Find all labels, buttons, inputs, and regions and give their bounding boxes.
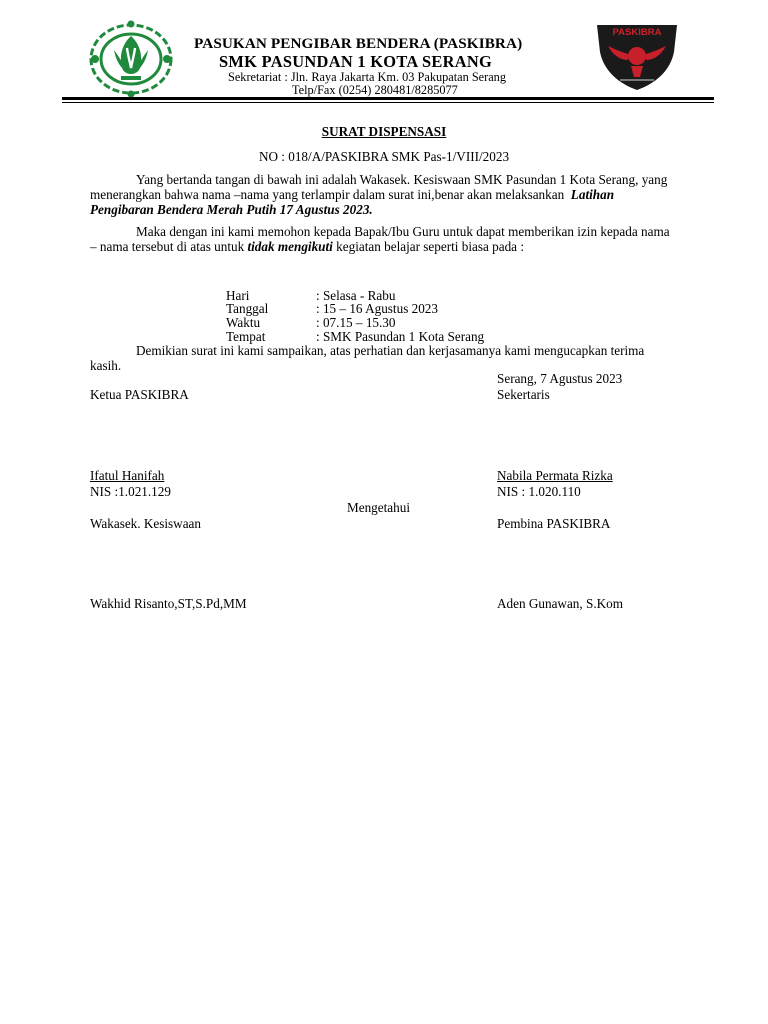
paragraph-request-text: Maka dengan ini kami memohon kepada Bapak/Ibu Guru untuk dapat memberikan izin kepada nama – nama tersebut di atas untuk	[90, 224, 670, 254]
address-line: Sekretariat : Jln. Raya Jakarta Km. 03 Pakupatan Serang	[228, 70, 506, 84]
organization-name: PASUKAN PENGIBAR BENDERA (PASKIBRA)	[194, 35, 523, 52]
paragraph-intro	[90, 172, 674, 217]
letter-number: NO : 018/A/PASKIBRA SMK Pas-1/VIII/2023	[258, 149, 510, 164]
paragraph-closing-text: Demikian surat ini kami sampaikan, atas perhatian dan kerjasamanya kami mengucapkan terima kasih.	[90, 343, 645, 373]
schedule-time-label: Waktu	[226, 315, 261, 330]
letter-title: SURAT DISPENSASI	[321, 124, 447, 139]
right-signatory-name: Nabila Permata Rizka	[497, 468, 613, 483]
schedule-date-label: Tanggal	[226, 301, 269, 316]
phone-line: Telp/Fax (0254) 280481/8285077	[292, 83, 458, 97]
schedule-place-label: Tempat	[226, 329, 266, 344]
schedule-time-value: : 07.15 – 15.30	[316, 315, 396, 330]
left-signatory-nis: NIS :1.021.129	[90, 484, 171, 499]
right-approver-role: Pembina PASKIBRA	[497, 516, 611, 531]
schedule-day-label: Hari	[226, 288, 250, 303]
acknowledged-label: Mengetahui	[347, 500, 410, 515]
paragraph-intro-text: Yang bertanda tangan di bawah ini adalah Wakasek. Kesiswaan SMK Pasundan 1 Kota Serang, yang menerangkan bahwa nama –nama yang terlampir dalam surat ini,benar akan melaksankan	[90, 172, 668, 202]
right-signatory-role: Sekertaris	[497, 387, 550, 402]
paragraph-closing	[90, 343, 674, 373]
badge-text: PASKIBRA	[612, 27, 662, 38]
header-rule-thin	[62, 102, 714, 103]
paragraph-request-emphasis: tidak mengikuti	[247, 239, 333, 254]
schedule-place-value: : SMK Pasundan 1 Kota Serang	[316, 329, 485, 344]
schedule-day-value: : Selasa - Rabu	[316, 288, 396, 303]
schedule-date-value: : 15 – 16 Agustus 2023	[316, 301, 438, 316]
right-approver-name: Aden Gunawan, S.Kom	[497, 596, 623, 611]
left-signatory-name: Ifatul Hanifah	[90, 468, 165, 483]
left-signatory-role: Ketua PASKIBRA	[90, 387, 189, 402]
paskibra-badge-icon	[594, 22, 680, 92]
school-name: SMK PASUNDAN 1 KOTA SERANG	[219, 52, 493, 71]
place-date: Serang, 7 Agustus 2023	[497, 371, 623, 386]
right-signatory-nis: NIS : 1.020.110	[497, 484, 581, 499]
header-rule-thick	[62, 97, 714, 100]
left-approver-role: Wakasek. Kesiswaan	[90, 516, 201, 531]
paragraph-request-tail: kegiatan belajar seperti biasa pada :	[336, 239, 524, 254]
paragraph-intro-emphasis: Latihan Pengibaran Bendera Merah Putih 17 Agustus 2023.	[90, 187, 615, 217]
school-emblem-icon	[86, 20, 176, 98]
paragraph-request	[90, 224, 674, 254]
left-approver-name: Wakhid Risanto,ST,S.Pd,MM	[90, 596, 247, 611]
